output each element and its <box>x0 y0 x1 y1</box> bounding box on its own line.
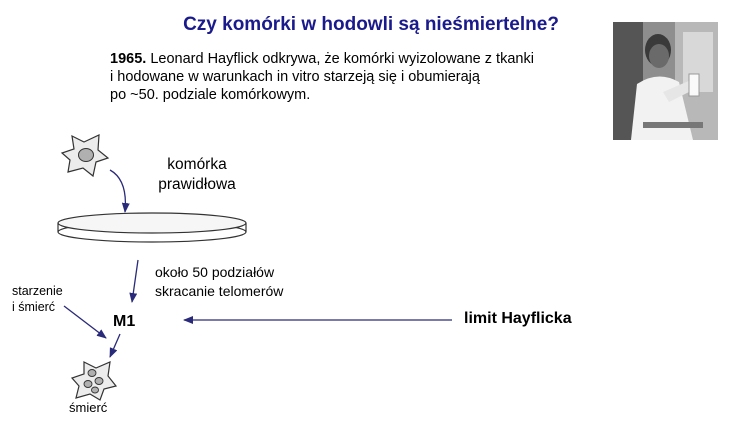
intro-line-3: po ~50. podziale komórkowym. <box>110 87 311 103</box>
death-label: śmierć <box>69 400 108 415</box>
page-title: Czy komórki w hodowli są nieśmiertelne? <box>183 14 559 35</box>
arrow-aging-to-m1 <box>64 306 106 338</box>
arrow-m1-to-death <box>110 334 120 357</box>
normal-cell-icon <box>62 135 108 176</box>
divisions-label-line-1: około 50 podziałów <box>155 264 275 280</box>
divisions-label-line-2: skracanie telomerów <box>155 283 284 299</box>
aging-label-line-2: i śmierć <box>12 300 56 314</box>
arrow-cell-to-dish <box>110 170 125 212</box>
divisions-label <box>155 263 283 301</box>
intro-line-1: Leonard Hayflick odkrywa, że komórki wyizolowane z tkanki <box>146 51 534 67</box>
intro-year: 1965. <box>110 51 147 67</box>
m1-label: M1 <box>113 313 136 330</box>
aging-label-line-1: starzenie <box>12 284 63 298</box>
arrow-dish-to-m1 <box>132 260 138 302</box>
dying-cell-icon <box>72 362 116 400</box>
normal-cell-label-line-2: prawidłowa <box>158 176 236 193</box>
petri-dish-icon <box>58 213 246 242</box>
normal-cell-label <box>152 155 242 195</box>
aging-label <box>12 283 63 315</box>
normal-cell-label-line-1: komórka <box>167 156 227 173</box>
intro-line-2: i hodowane w warunkach in vitro starzeją się i obumierają <box>110 69 480 85</box>
hayflick-limit-label: limit Hayflicka <box>464 310 572 327</box>
